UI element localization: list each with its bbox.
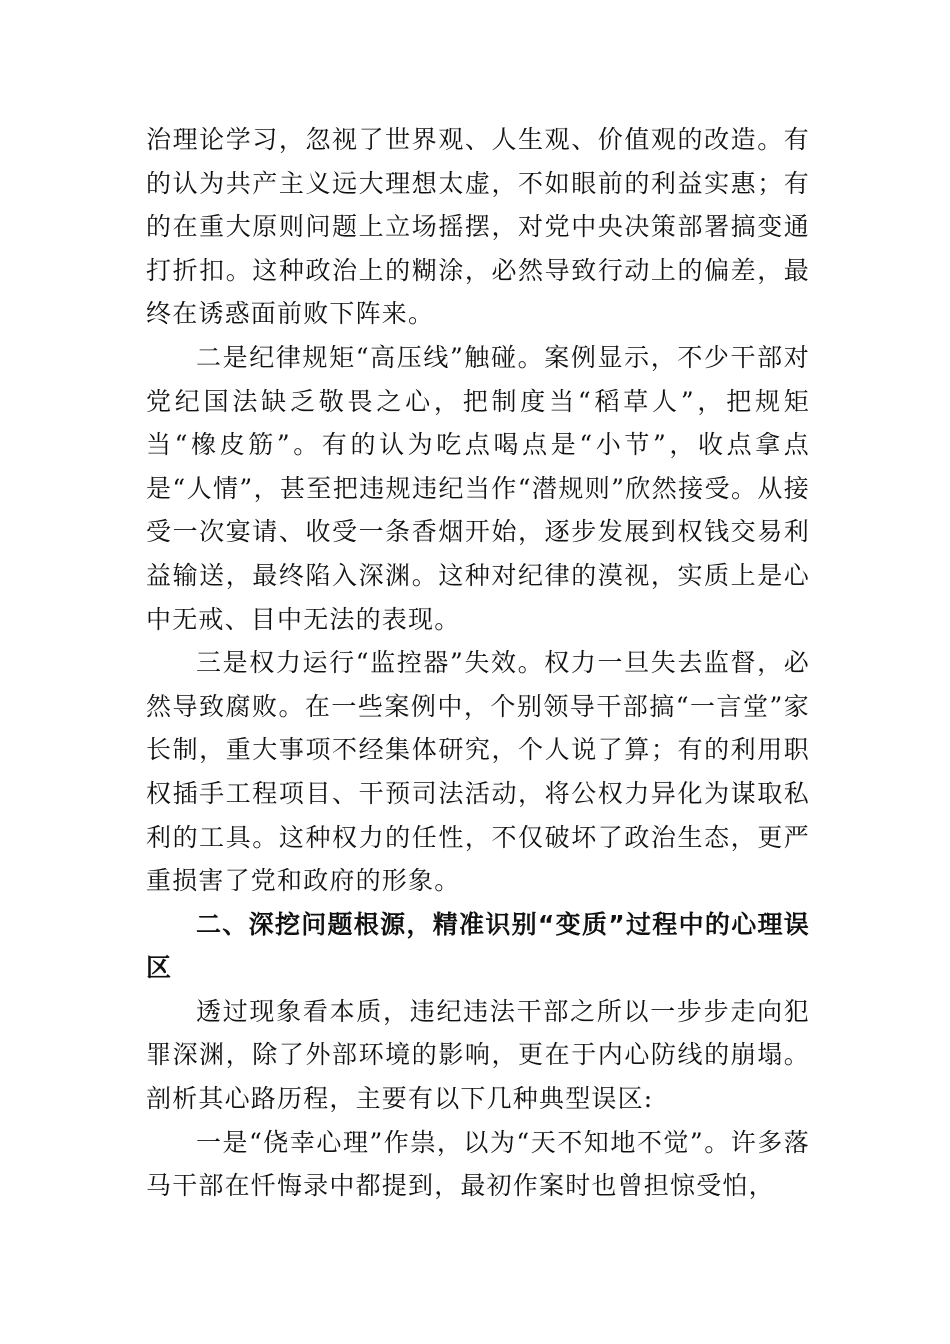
paragraph-power-monitor: 三是权力运行“监控器”失效。权力一旦失去监督，必然导致腐败。在一些案例中，个别领导干部搞“一言堂”家长制，重大事项不经集体研究，个人说了算；有的利用职权插手工程项目、干预司法活动，将公权力异化为谋取私利的工具。这种权力的任性，不仅破坏了政治生态，更严重损害了党和政府的形象。 (146, 648, 810, 896)
paragraph-political-confusion: 治理论学习，忽视了世界观、人生观、价值观的改造。有的认为共产主义远大理想太虚，不如眼前的利益实惠；有的在重大原则问题上立场摇摆，对党中央决策部署搞变通打折扣。这种政治上的糊涂，必然导致行动上的偏差，最终在诱惑面前败下阵来。 (146, 125, 810, 329)
paragraph-essence-analysis: 透过现象看本质，违纪违法干部之所以一步步走向犯罪深渊，除了外部环境的影响，更在于内心防线的崩塌。剖析其心路历程，主要有以下几种典型误区: (146, 996, 810, 1114)
paragraph-luck-mentality: 一是“侥幸心理”作祟，以为“天不知地不觉”。许多落马干部在忏悔录中都提到，最初作案时也曾担惊受怕， (146, 1127, 810, 1201)
section-heading-root-causes: 二、深挖问题根源，精准识别“变质”过程中的心理误区 (146, 909, 810, 983)
document-body (146, 118, 810, 1208)
paragraph-discipline-line: 二是纪律规矩“高压线”触碰。案例显示，不少干部对党纪国法缺乏敬畏之心，把制度当“稻草人”，把规矩当“橡皮筋”。有的认为吃点喝点是“小节”，收点拿点是“人情”，甚至把违规违纪当作“潜规则”欣然接受。从接受一次宴请、收受一条香烟开始，逐步发展到权钱交易利益输送，最终陷入深渊。这种对纪律的漠视，实质上是心中无戒、目中无法的表现。 (146, 342, 810, 634)
